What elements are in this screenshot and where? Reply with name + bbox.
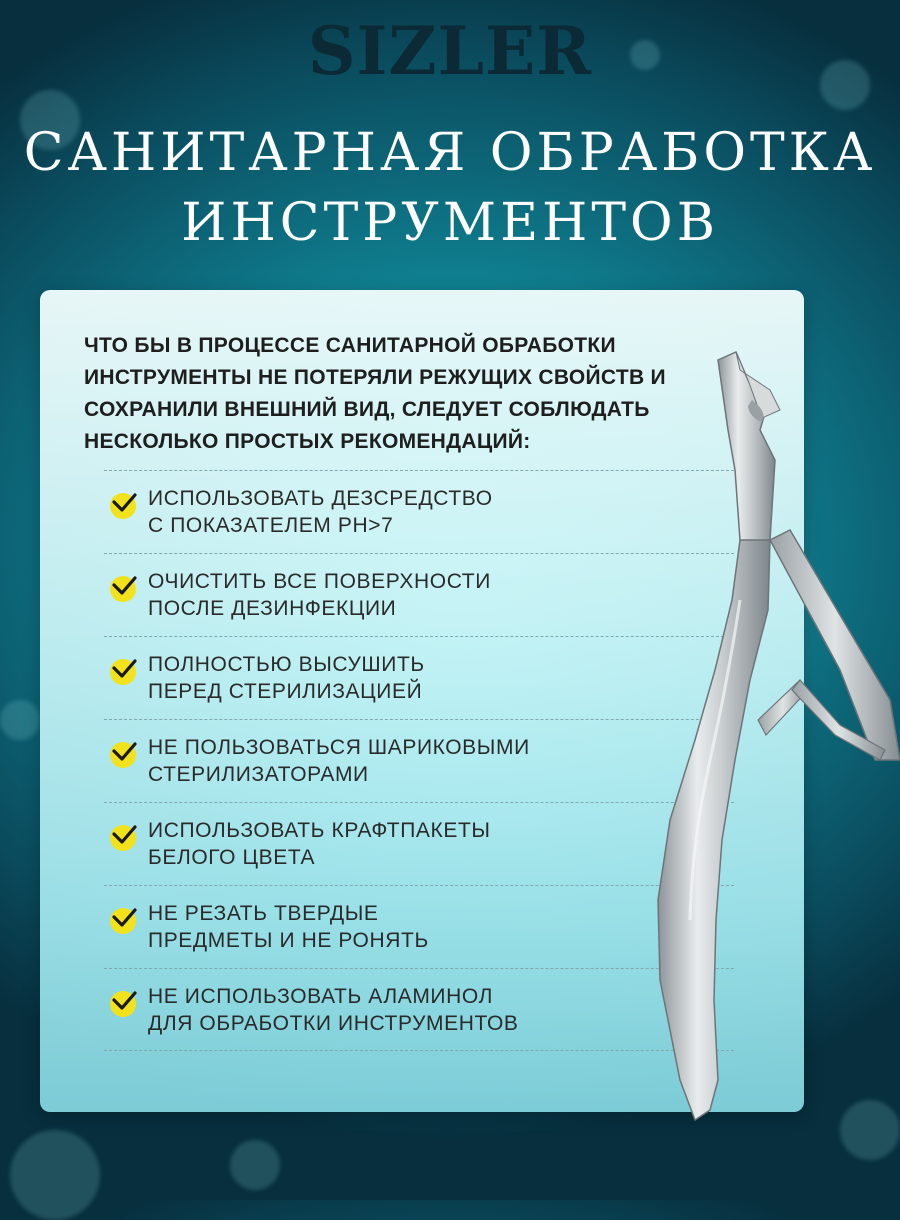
intro-text: ЧТО БЫ В ПРОЦЕССЕ САНИТАРНОЙ ОБРАБОТКИ ИНСТРУМЕНТЫ НЕ ПОТЕРЯЛИ РЕЖУЩИХ СВОЙСТВ И СОХРАНИЛИ ВНЕШНИЙ ВИД, СЛЕДУЕТ СОБЛЮДАТЬ НЕСКОЛЬКО ПРОСТЫХ РЕКОМЕНДАЦИЙ: (84, 334, 666, 453)
checkmark-icon (110, 576, 136, 602)
bokeh-light (0, 700, 40, 740)
brand-logo: SIZLER (307, 12, 593, 90)
checkmark-icon (110, 991, 136, 1017)
checkmark-icon (110, 825, 136, 851)
cuticle-nippers-icon (640, 340, 900, 1140)
checkmark-icon (110, 742, 136, 768)
list-item-text: НЕ РЕЗАТЬ ТВЕРДЫЕ ПРЕДМЕТЫ И НЕ РОНЯТЬ (148, 902, 429, 952)
list-item-text: НЕ ПОЛЬЗОВАТЬСЯ ШАРИКОВЫМИ СТЕРИЛИЗАТОРАМИ (148, 736, 530, 786)
title-line-1: САНИТАРНАЯ ОБРАБОТКА (23, 123, 877, 183)
list-item-text: ПОЛНОСТЬЮ ВЫСУШИТЬ ПЕРЕД СТЕРИЛИЗАЦИЕЙ (148, 653, 425, 703)
list-item-text: ИСПОЛЬЗОВАТЬ ДЕЗСРЕДСТВО С ПОКАЗАТЕЛЕМ PH>7 (148, 487, 493, 537)
checkmark-icon (110, 659, 136, 685)
title-line-2: ИНСТРУМЕНТОВ (181, 193, 719, 253)
list-item-text: ИСПОЛЬЗОВАТЬ КРАФТПАКЕТЫ БЕЛОГО ЦВЕТА (148, 819, 491, 869)
bokeh-light (230, 1140, 280, 1190)
checkmark-icon (110, 493, 136, 519)
page-title (0, 118, 900, 258)
list-item-text: ОЧИСТИТЬ ВСЕ ПОВЕРХНОСТИ ПОСЛЕ ДЕЗИНФЕКЦИИ (148, 570, 491, 620)
bokeh-light (10, 1130, 100, 1220)
checkmark-icon (110, 908, 136, 934)
list-item-text: НЕ ИСПОЛЬЗОВАТЬ АЛАМИНОЛ ДЛЯ ОБРАБОТКИ ИНСТРУМЕНТОВ (148, 985, 519, 1035)
